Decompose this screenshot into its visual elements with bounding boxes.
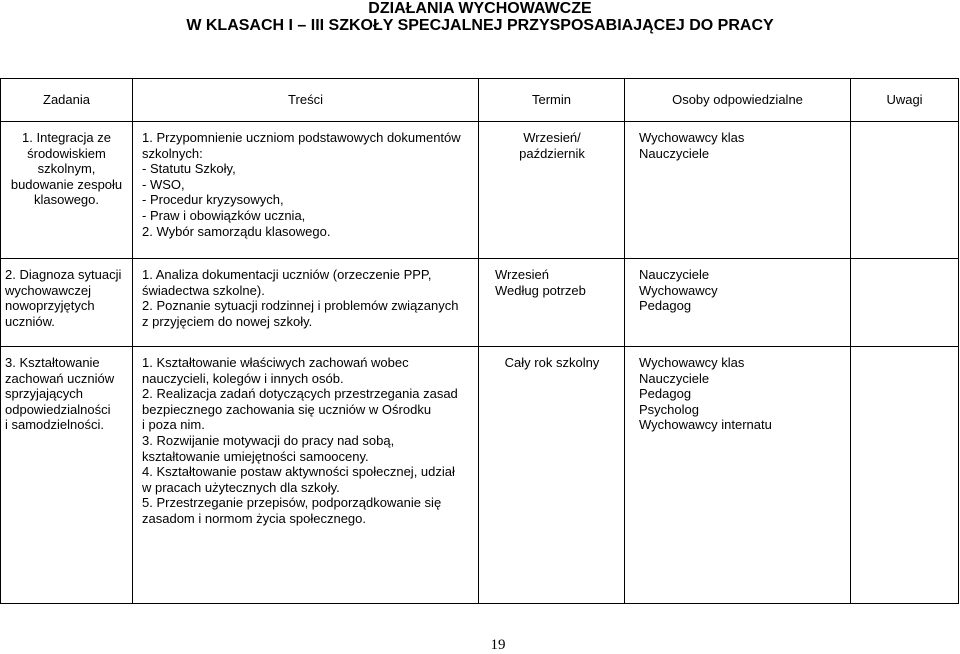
cell-tresci: 1. Kształtowanie właściwych zachowań wobec nauczycieli, kolegów i innych osób. 2. Realizacja zadań dotyczących przestrzegania zasad bezpiecznego zachowania się uczniów w Ośrodku i poza nim. 3. Rozwijanie motywacji do pracy nad sobą, kształtowanie umiejętności samooceny. 4. Kształtowanie postaw aktywności społecznej, udział w pracach użytecznych dla szkoły. 5. Przestrzeganie przepisów, podporządkowanie się zasadom i normom życia społecznego.: [133, 347, 479, 604]
cell-zadania: 1. Integracja ze środowiskiem szkolnym, budowanie zespołu klasowego.: [1, 122, 133, 259]
header-osoby-odpowiedzialne: Osoby odpowiedzialne: [625, 79, 851, 122]
document-title-line-1: DZIAŁANIA WYCHOWAWCZE: [368, 0, 592, 17]
table-row: [1, 347, 959, 604]
cell-osoby: Nauczyciele Wychowawcy Pedagog: [625, 259, 851, 347]
header-zadania: Zadania: [1, 79, 133, 122]
table-row: [1, 122, 959, 259]
cell-termin: Cały rok szkolny: [479, 347, 625, 604]
header-tresci: Treści: [133, 79, 479, 122]
header-uwagi: Uwagi: [851, 79, 959, 122]
table-row: [1, 259, 959, 347]
cell-osoby: Wychowawcy klas Nauczyciele Pedagog Psycholog Wychowawcy internatu: [625, 347, 851, 604]
cell-tresci: 1. Analiza dokumentacji uczniów (orzeczenie PPP, świadectwa szkolne). 2. Poznanie sytuacji rodzinnej i problemów związanych z przyjęciem do nowej szkoły.: [133, 259, 479, 347]
cell-zadania: 2. Diagnoza sytuacji wychowawczej nowoprzyjętych uczniów.: [1, 259, 133, 347]
table-header-row: [1, 79, 959, 122]
header-termin: Termin: [479, 79, 625, 122]
cell-uwagi: [851, 122, 959, 259]
cell-osoby: Wychowawcy klas Nauczyciele: [625, 122, 851, 259]
cell-uwagi: [851, 347, 959, 604]
cell-tresci: 1. Przypomnienie uczniom podstawowych dokumentów szkolnych: - Statutu Szkoły, - WSO, - Procedur kryzysowych, - Praw i obowiązków ucznia, 2. Wybór samorządu klasowego.: [133, 122, 479, 259]
document-title-line-2: W KLASACH I – III SZKOŁY SPECJALNEJ PRZYSPOSABIAJĄCEJ DO PRACY: [186, 17, 774, 34]
cell-termin: Wrzesień/ październik: [479, 122, 625, 259]
page-number: 19: [490, 637, 506, 653]
cell-uwagi: [851, 259, 959, 347]
cell-termin: Wrzesień Według potrzeb: [479, 259, 625, 347]
tasks-table: [0, 78, 959, 604]
cell-zadania: 3. Kształtowanie zachowań uczniów sprzyjających odpowiedzialności i samodzielności.: [1, 347, 133, 604]
